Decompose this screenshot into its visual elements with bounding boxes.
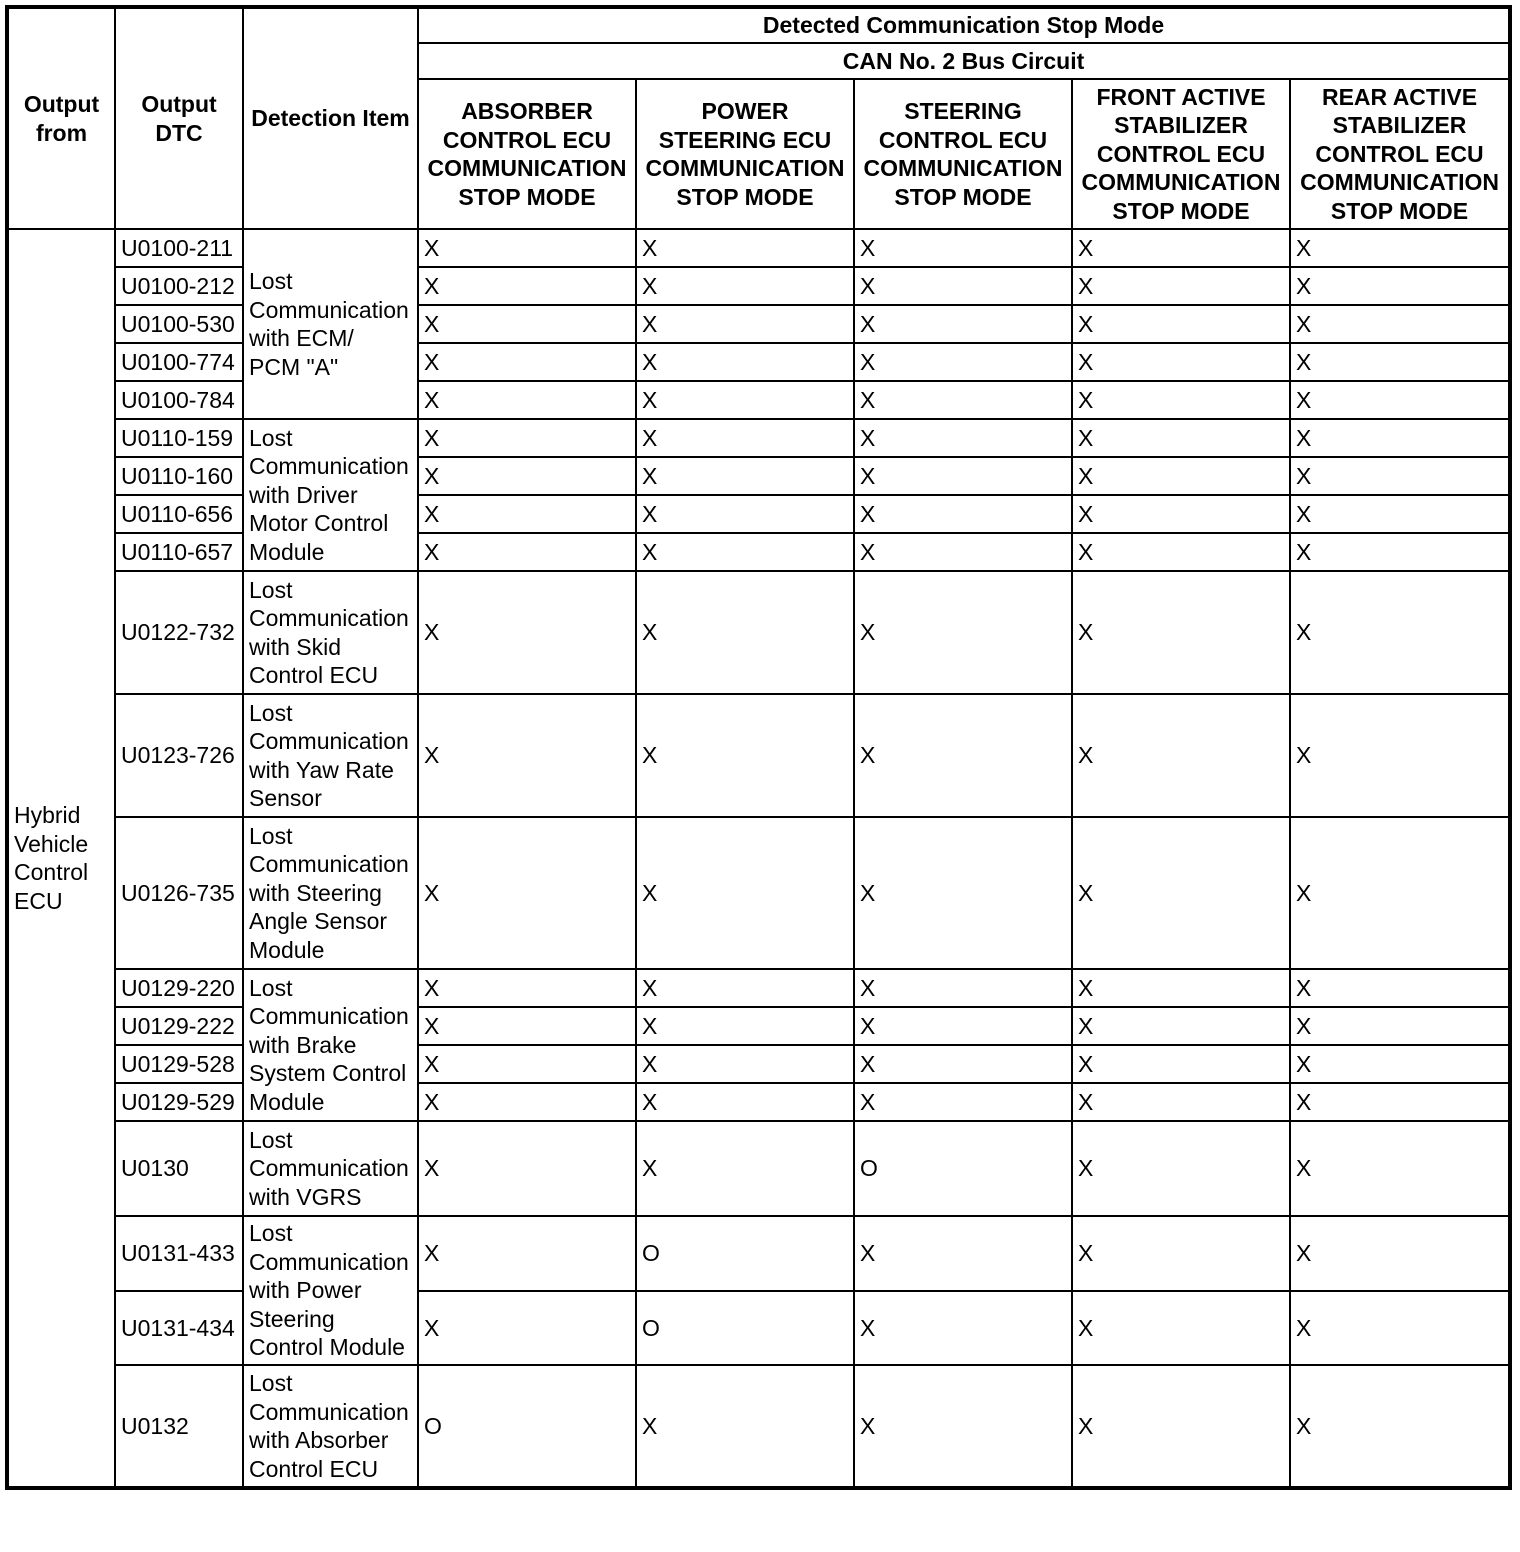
table-row xyxy=(7,571,1510,694)
mark-cell: X xyxy=(1290,1291,1510,1365)
mark-cell: X xyxy=(854,694,1072,817)
mark-cell: X xyxy=(854,419,1072,457)
dtc-code: U0130 xyxy=(115,1121,243,1216)
table-row xyxy=(7,1365,1510,1488)
mark-cell: X xyxy=(418,1007,636,1045)
mark-cell: X xyxy=(1072,533,1290,571)
mark-cell: X xyxy=(1072,457,1290,495)
dtc-code: U0129-529 xyxy=(115,1083,243,1121)
detection-item: Lost Communication with Steering Angle Sensor Module xyxy=(243,817,418,969)
mark-cell: X xyxy=(1290,694,1510,817)
dtc-code: U0110-159 xyxy=(115,419,243,457)
dtc-code: U0132 xyxy=(115,1365,243,1488)
mark-cell: X xyxy=(1290,229,1510,267)
dtc-code: U0100-212 xyxy=(115,267,243,305)
table-row xyxy=(7,1121,1510,1216)
output-from-cell: Hybrid Vehicle Control ECU xyxy=(7,229,115,1488)
mark-cell: X xyxy=(418,457,636,495)
header-bus-title: CAN No. 2 Bus Circuit xyxy=(418,43,1510,79)
dtc-code: U0122-732 xyxy=(115,571,243,694)
mark-cell: X xyxy=(636,495,854,533)
mark-cell: X xyxy=(636,1007,854,1045)
mark-cell: X xyxy=(1290,267,1510,305)
mark-cell: O xyxy=(636,1291,854,1365)
mark-cell: X xyxy=(636,1121,854,1216)
mark-cell: X xyxy=(418,267,636,305)
dtc-code: U0110-160 xyxy=(115,457,243,495)
mark-cell: X xyxy=(1290,1045,1510,1083)
mark-cell: X xyxy=(854,533,1072,571)
mark-cell: X xyxy=(854,1007,1072,1045)
mark-cell: X xyxy=(418,381,636,419)
mark-cell: X xyxy=(854,1216,1072,1291)
mark-cell: X xyxy=(854,1365,1072,1488)
dtc-code: U0129-528 xyxy=(115,1045,243,1083)
detection-item: Lost Communication with Yaw Rate Sensor xyxy=(243,694,418,817)
table-row xyxy=(7,229,1510,267)
mark-cell: X xyxy=(854,1045,1072,1083)
mark-cell: X xyxy=(1072,969,1290,1007)
mark-cell: X xyxy=(1072,817,1290,969)
detection-item: Lost Communication with Driver Motor Control Module xyxy=(243,419,418,571)
mark-cell: X xyxy=(418,817,636,969)
header-col-steering: STEERING CONTROL ECU COMMUNICATION STOP MODE xyxy=(854,79,1072,229)
table-row xyxy=(7,457,1510,495)
mark-cell: X xyxy=(854,381,1072,419)
mark-cell: X xyxy=(418,533,636,571)
mark-cell: X xyxy=(418,305,636,343)
mark-cell: X xyxy=(1290,533,1510,571)
table-row xyxy=(7,694,1510,817)
mark-cell: X xyxy=(1072,1365,1290,1488)
table-row xyxy=(7,1216,1510,1291)
mark-cell: X xyxy=(1072,267,1290,305)
mark-cell: X xyxy=(418,1083,636,1121)
header-group-title: Detected Communication Stop Mode xyxy=(418,7,1510,43)
mark-cell: X xyxy=(636,571,854,694)
mark-cell: X xyxy=(1290,1216,1510,1291)
mark-cell: X xyxy=(636,817,854,969)
header-col-rear-stabilizer: REAR ACTIVE STABILIZER CONTROL ECU COMMUNICATION STOP MODE xyxy=(1290,79,1510,229)
dtc-code: U0100-211 xyxy=(115,229,243,267)
table-row xyxy=(7,1083,1510,1121)
dtc-code: U0129-220 xyxy=(115,969,243,1007)
table-row xyxy=(7,1291,1510,1365)
mark-cell: X xyxy=(636,229,854,267)
mark-cell: X xyxy=(1290,969,1510,1007)
table-row xyxy=(7,419,1510,457)
header-col-absorber: ABSORBER CONTROL ECU COMMUNICATION STOP MODE xyxy=(418,79,636,229)
detection-item: Lost Communication with Brake System Control Module xyxy=(243,969,418,1121)
table-row xyxy=(7,343,1510,381)
mark-cell: X xyxy=(854,457,1072,495)
table-row xyxy=(7,969,1510,1007)
mark-cell: X xyxy=(418,694,636,817)
mark-cell: X xyxy=(418,229,636,267)
table-row xyxy=(7,381,1510,419)
dtc-code: U0123-726 xyxy=(115,694,243,817)
table-row xyxy=(7,1007,1510,1045)
dtc-code: U0129-222 xyxy=(115,1007,243,1045)
detection-item: Lost Communication with Skid Control ECU xyxy=(243,571,418,694)
mark-cell: X xyxy=(1290,419,1510,457)
mark-cell: X xyxy=(854,305,1072,343)
mark-cell: X xyxy=(1290,457,1510,495)
table-row xyxy=(7,1045,1510,1083)
mark-cell: X xyxy=(1290,305,1510,343)
mark-cell: X xyxy=(854,1291,1072,1365)
header-output-from: Output from xyxy=(7,7,115,229)
mark-cell: X xyxy=(854,1083,1072,1121)
dtc-code: U0131-433 xyxy=(115,1216,243,1291)
mark-cell: X xyxy=(418,571,636,694)
mark-cell: X xyxy=(1290,1365,1510,1488)
table-row xyxy=(7,817,1510,969)
mark-cell: X xyxy=(418,1291,636,1365)
dtc-code: U0126-735 xyxy=(115,817,243,969)
mark-cell: X xyxy=(1290,381,1510,419)
mark-cell: X xyxy=(418,495,636,533)
mark-cell: X xyxy=(636,969,854,1007)
header-col-power-steering: POWER STEERING ECU COMMUNICATION STOP MODE xyxy=(636,79,854,229)
mark-cell: X xyxy=(1072,1216,1290,1291)
detection-item: Lost Communication with ECM/ PCM "A" xyxy=(243,229,418,419)
mark-cell: X xyxy=(418,1045,636,1083)
detection-item: Lost Communication with VGRS xyxy=(243,1121,418,1216)
mark-cell: X xyxy=(418,343,636,381)
header-detection-item: Detection Item xyxy=(243,7,418,229)
mark-cell: X xyxy=(636,533,854,571)
mark-cell: X xyxy=(636,381,854,419)
header-col-front-stabilizer: FRONT ACTIVE STABILIZER CONTROL ECU COMMUNICATION STOP MODE xyxy=(1072,79,1290,229)
table-row xyxy=(7,495,1510,533)
table-row xyxy=(7,305,1510,343)
dtc-code: U0131-434 xyxy=(115,1291,243,1365)
mark-cell: X xyxy=(1072,1045,1290,1083)
mark-cell: X xyxy=(854,817,1072,969)
mark-cell: X xyxy=(636,1083,854,1121)
mark-cell: X xyxy=(1290,1007,1510,1045)
mark-cell: X xyxy=(418,1216,636,1291)
mark-cell: X xyxy=(1072,694,1290,817)
mark-cell: X xyxy=(636,267,854,305)
dtc-code: U0100-784 xyxy=(115,381,243,419)
dtc-table xyxy=(5,5,1512,1490)
mark-cell: X xyxy=(636,1045,854,1083)
mark-cell: X xyxy=(1072,229,1290,267)
dtc-code: U0110-656 xyxy=(115,495,243,533)
mark-cell: X xyxy=(636,343,854,381)
mark-cell: X xyxy=(1072,1083,1290,1121)
mark-cell: X xyxy=(1072,305,1290,343)
mark-cell: X xyxy=(636,1365,854,1488)
detection-item: Lost Communication with Power Steering Control Module xyxy=(243,1216,418,1365)
mark-cell: X xyxy=(854,343,1072,381)
mark-cell: X xyxy=(854,495,1072,533)
mark-cell: O xyxy=(636,1216,854,1291)
mark-cell: X xyxy=(1072,1007,1290,1045)
mark-cell: X xyxy=(1290,495,1510,533)
detection-item: Lost Communication with Absorber Control ECU xyxy=(243,1365,418,1488)
mark-cell: X xyxy=(1290,571,1510,694)
mark-cell: X xyxy=(1072,571,1290,694)
mark-cell: X xyxy=(854,571,1072,694)
mark-cell: X xyxy=(418,419,636,457)
mark-cell: X xyxy=(418,969,636,1007)
mark-cell: X xyxy=(1290,1083,1510,1121)
mark-cell: X xyxy=(854,969,1072,1007)
mark-cell: X xyxy=(1072,419,1290,457)
mark-cell: O xyxy=(418,1365,636,1488)
mark-cell: X xyxy=(1072,495,1290,533)
table-row xyxy=(7,267,1510,305)
mark-cell: X xyxy=(1072,343,1290,381)
mark-cell: X xyxy=(1072,1121,1290,1216)
dtc-code: U0100-774 xyxy=(115,343,243,381)
mark-cell: X xyxy=(854,267,1072,305)
mark-cell: X xyxy=(636,305,854,343)
dtc-code: U0100-530 xyxy=(115,305,243,343)
mark-cell: X xyxy=(1290,343,1510,381)
mark-cell: X xyxy=(854,229,1072,267)
mark-cell: X xyxy=(636,419,854,457)
dtc-code: U0110-657 xyxy=(115,533,243,571)
mark-cell: X xyxy=(636,694,854,817)
mark-cell: X xyxy=(1290,1121,1510,1216)
mark-cell: X xyxy=(1290,817,1510,969)
mark-cell: X xyxy=(636,457,854,495)
mark-cell: X xyxy=(1072,381,1290,419)
mark-cell: O xyxy=(854,1121,1072,1216)
mark-cell: X xyxy=(418,1121,636,1216)
table-row xyxy=(7,533,1510,571)
mark-cell: X xyxy=(1072,1291,1290,1365)
header-output-dtc: Output DTC xyxy=(115,7,243,229)
